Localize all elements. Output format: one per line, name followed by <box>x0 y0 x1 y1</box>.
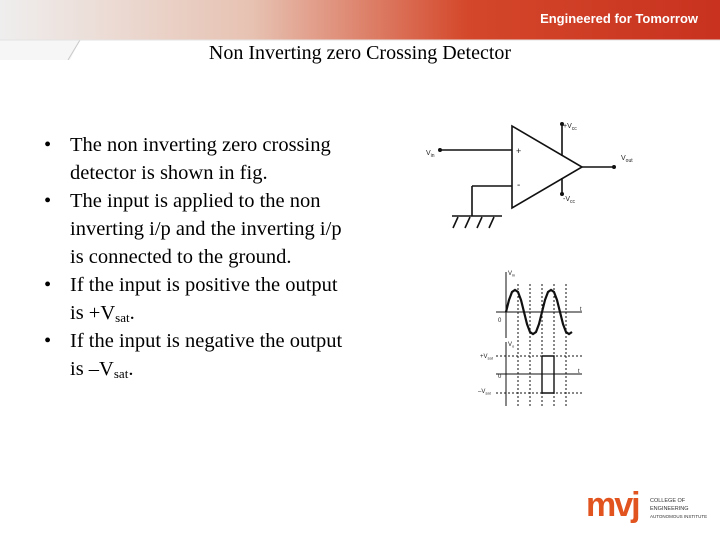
input-origin-label: 0 <box>498 318 502 324</box>
logo-line-3: AUTONOMOUS INSTITUTE <box>650 514 708 519</box>
bullet-item: • The input is applied to the non inverting i/p and the inverting i/p is connected to the ground. <box>44 190 342 268</box>
header-tagline: Engineered for Tomorrow <box>540 11 698 26</box>
college-logo <box>586 486 708 526</box>
opamp-circuit-diagram <box>418 110 680 232</box>
opamp-triangle <box>512 126 582 208</box>
vcc-negative-label: $-V_{cc}$ <box>563 196 575 205</box>
output-pos-sat-label: $+V_{sat}$ <box>480 354 493 361</box>
vcc-positive-label: $+V_{cc}$ <box>563 123 577 132</box>
plus-terminal: + <box>516 146 522 156</box>
input-time-label: t <box>580 307 582 313</box>
minus-terminal: - <box>517 180 521 191</box>
output-zero-label: 0 <box>498 374 502 380</box>
bullet-list <box>44 131 344 383</box>
bullet-item: • If the input is negative the output is $-V_{sat}$. <box>44 330 343 381</box>
bullet-item: • If the input is positive the output is $+V_{sat}$. <box>44 274 338 325</box>
output-time-label: t <box>578 369 580 375</box>
vin-label: $V_{in}$ <box>426 150 435 159</box>
logo-line-2: ENGINEERING <box>650 506 689 512</box>
logo-brand: mvj <box>586 486 639 524</box>
output-neg-sat-label: $-V_{sat}$ <box>478 389 491 396</box>
waveform-diagram <box>474 262 592 410</box>
logo-line-1: COLLEGE OF <box>650 498 686 504</box>
slide-title: Non Inverting zero Crossing Detector <box>208 42 512 64</box>
output-axis-label: $V_o$ <box>508 342 515 349</box>
bullet-item: • The non inverting zero crossing detector is shown in fig. <box>44 134 331 184</box>
input-axis-label: $V_{in}$ <box>508 271 516 278</box>
vout-label: $V_{out}$ <box>621 155 633 164</box>
